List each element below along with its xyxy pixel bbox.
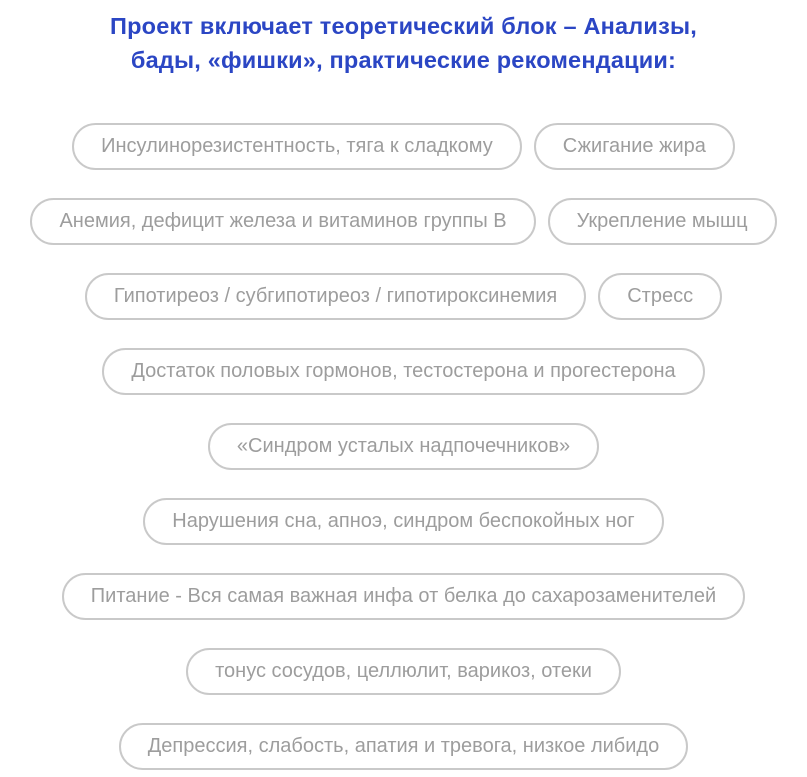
pill-vascular-tone: тонус сосудов, целлюлит, варикоз, отеки <box>186 648 621 695</box>
pill-row <box>119 723 688 770</box>
pill-hypothyroidism: Гипотиреоз / субгипотиреоз / гипотироксинемия <box>85 273 586 320</box>
pill-insulin-resistance: Инсулинорезистентность, тяга к сладкому <box>72 123 522 170</box>
pill-fat-burning: Сжигание жира <box>534 123 735 170</box>
pill-row <box>186 648 621 695</box>
pill-muscle-strengthening: Укрепление мышц <box>548 198 777 245</box>
pill-row <box>30 198 776 245</box>
pill-stress: Стресс <box>598 273 722 320</box>
pill-row <box>85 273 722 320</box>
pill-sleep-disorders: Нарушения сна, апноэ, синдром беспокойных ног <box>143 498 663 545</box>
page-title-line-2: бады, «фишки», практические рекомендации: <box>130 47 677 73</box>
pill-adrenal-fatigue: «Синдром усталых надпочечников» <box>208 423 599 470</box>
pill-row <box>72 123 735 170</box>
pill-anemia: Анемия, дефицит железа и витаминов группы В <box>30 198 535 245</box>
page-title-line-1: Проект включает теоретический блок – Анализы, <box>110 13 697 39</box>
pill-list <box>0 123 807 770</box>
pill-depression: Депрессия, слабость, апатия и тревога, низкое либидо <box>119 723 688 770</box>
pill-sex-hormones: Достаток половых гормонов, тестостерона и прогестерона <box>102 348 704 395</box>
pill-nutrition: Питание - Вся самая важная инфа от белка до сахарозаменителей <box>62 573 745 620</box>
page-title <box>0 0 807 77</box>
pill-row <box>102 348 704 395</box>
pill-row <box>143 498 663 545</box>
pill-row <box>62 573 745 620</box>
pill-row <box>208 423 599 470</box>
